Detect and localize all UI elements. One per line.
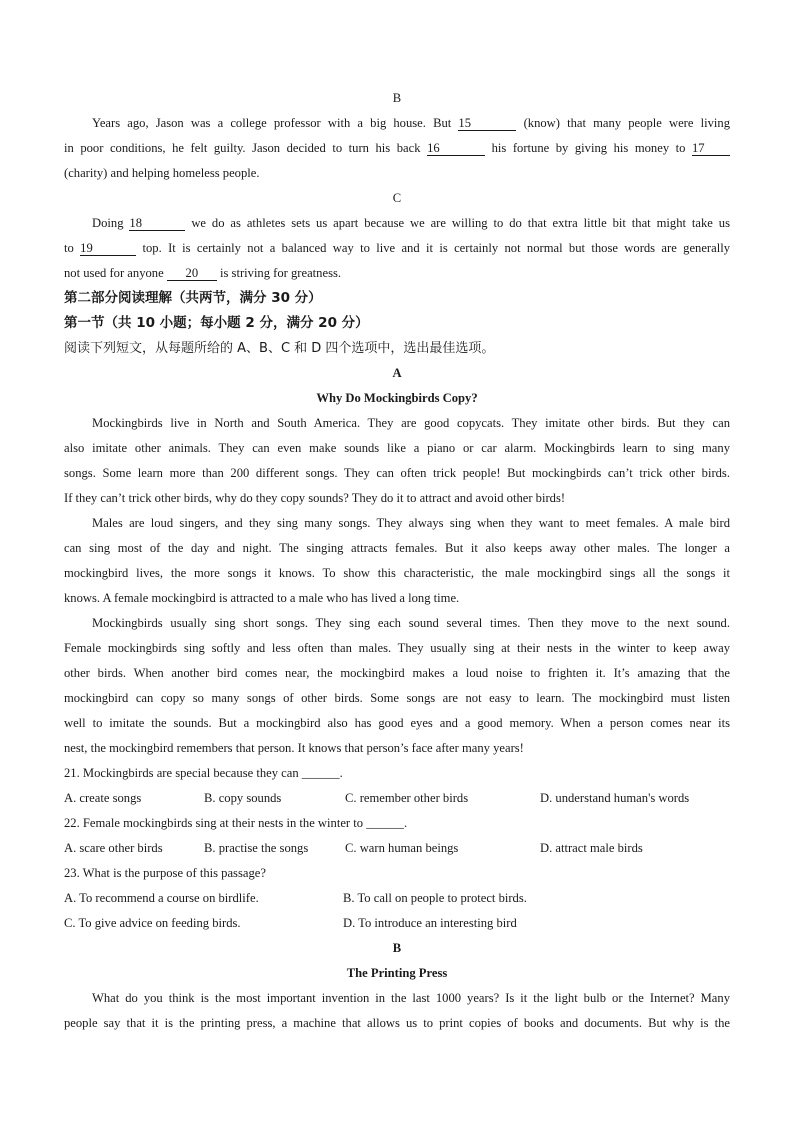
passage-a-body — [64, 411, 730, 761]
section1-header: 第一节（共 10 小题；每小题 2 分，满分 20 分） — [64, 315, 369, 331]
option-d[interactable]: D. attract male birds — [540, 841, 643, 855]
exam-page — [64, 86, 730, 1036]
cloze-b-line-2: in poor conditions, he felt guilty. Jason decided to turn his back 16 his fortune by giving his money to 17 — [64, 136, 730, 161]
passage-a-title: Why Do Mockingbirds Copy? — [316, 391, 478, 405]
question-23-stem: 23. What is the purpose of this passage? — [64, 866, 266, 880]
passage-line: If they can’t trick other birds, why do they copy sounds? They do it to attract and avoid other birds! — [64, 491, 566, 505]
option-d[interactable]: D. understand human's words — [540, 791, 690, 805]
question-21-options — [64, 786, 730, 811]
passage-line: mockingbird can copy so many songs of other birds. Some songs are not easy to learn. The mockingbird must listen — [64, 691, 730, 705]
option-c[interactable]: C. remember other birds — [345, 791, 469, 805]
blank-20: 20 — [167, 266, 217, 281]
question-21-stem: 21. Mockingbirds are special because they can ______. — [64, 766, 343, 780]
option-c[interactable]: C. To give advice on feeding birds. — [64, 916, 241, 930]
passage-line: Males are loud singers, and they sing many songs. They always sing when they want to meet females. A male bird — [92, 516, 730, 530]
question-22-stem: 22. Female mockingbirds sing at their nests in the winter to ______. — [64, 816, 408, 830]
cloze-c-line-2: to 19 top. It is certainly not a balanced way to live and it is certainly not normal but those words are generally — [64, 241, 730, 255]
question-23-options-ab — [64, 886, 730, 911]
passage-a-letter: A — [392, 366, 402, 380]
passage-line: Mockingbirds live in North and South America. They are good copycats. They imitate other birds. But they can — [92, 416, 730, 430]
blank-16: 16 — [427, 141, 485, 156]
blank-19: 19 — [80, 241, 136, 256]
passage-line: mockingbird lives, the more songs it knows. To show this characteristic, the male mockingbird sings all the songs it — [64, 566, 730, 580]
cloze-c-line-3: not used for anyone 20 is striving for greatness. — [64, 266, 342, 280]
option-d[interactable]: D. To introduce an interesting bird — [343, 916, 517, 930]
passage-line: people say that it is the printing press, a machine that allows us to print copies of books and documents. But why is the — [64, 1016, 730, 1030]
instructions: 阅读下列短文，从每题所给的 A、B、C 和 D 四个选项中，选出最佳选项。 — [64, 341, 495, 356]
passage-line: What do you think is the most important invention in the last 1000 years? Is it the light bulb or the Internet? Many — [92, 991, 730, 1005]
cloze-b-heading: B — [392, 91, 402, 105]
blank-15: 15 — [458, 116, 516, 131]
passage-line: other birds. When another bird comes near, the mockingbird makes a loud noise to frighten it. It’s amazing that the — [64, 666, 730, 680]
option-a[interactable]: A. To recommend a course on birdlife. — [64, 891, 259, 905]
cloze-c-line-1: Doing 18 we do as athletes sets us apart because we are willing to do that extra little bit that might take us — [92, 216, 730, 230]
passage-b-body — [64, 986, 730, 1036]
option-b[interactable]: B. practise the songs — [204, 841, 309, 855]
cloze-b-line-3: (charity) and helping homeless people. — [64, 166, 260, 180]
cloze-c-heading: C — [392, 191, 402, 205]
passage-line: Female mockingbirds sing softly and less often than males. They usually sing at their nests in the winter to keep away — [64, 641, 730, 655]
passage-line: nest, the mockingbird remembers that person. It knows that person’s face after many years! — [64, 741, 524, 755]
blank-18: 18 — [129, 216, 185, 231]
passage-line: also imitate other animals. They can even make sounds like a piano or car alarm. Mockingbirds learn to sing many — [64, 441, 730, 455]
passage-b-letter: B — [392, 941, 402, 955]
blank-17: 17 — [692, 141, 730, 156]
part2-header: 第二部分阅读理解（共两节，满分 30 分） — [64, 290, 322, 306]
option-b[interactable]: B. To call on people to protect birds. — [343, 891, 527, 905]
passage-line: can sing most of the day and night. The singing attracts females. But it also keeps away other males. The longer a — [64, 541, 730, 555]
cloze-b-line-1: Years ago, Jason was a college professor with a big house. But 15 (know) that many people were living — [92, 116, 730, 130]
passage-line: well to imitate the sounds. But a mockingbird also has good eyes and a good memory. When a person comes near its — [64, 716, 730, 730]
question-22-options — [64, 836, 730, 861]
passage-b-title: The Printing Press — [346, 966, 448, 980]
question-23-options-cd — [64, 911, 730, 936]
passage-line: knows. A female mockingbird is attracted to a male who has lived a long time. — [64, 591, 460, 605]
option-c[interactable]: C. warn human beings — [345, 841, 459, 855]
passage-line: Mockingbirds usually sing short songs. They sing each sound several times. Then they move to the next sound. — [92, 616, 730, 630]
option-a[interactable]: A. create songs — [64, 791, 142, 805]
option-b[interactable]: B. copy sounds — [204, 791, 282, 805]
option-a[interactable]: A. scare other birds — [64, 841, 163, 855]
passage-line: songs. Some learn more than 200 different songs. They can often trick people! But mockingbirds can’t trick other birds. — [64, 466, 730, 480]
